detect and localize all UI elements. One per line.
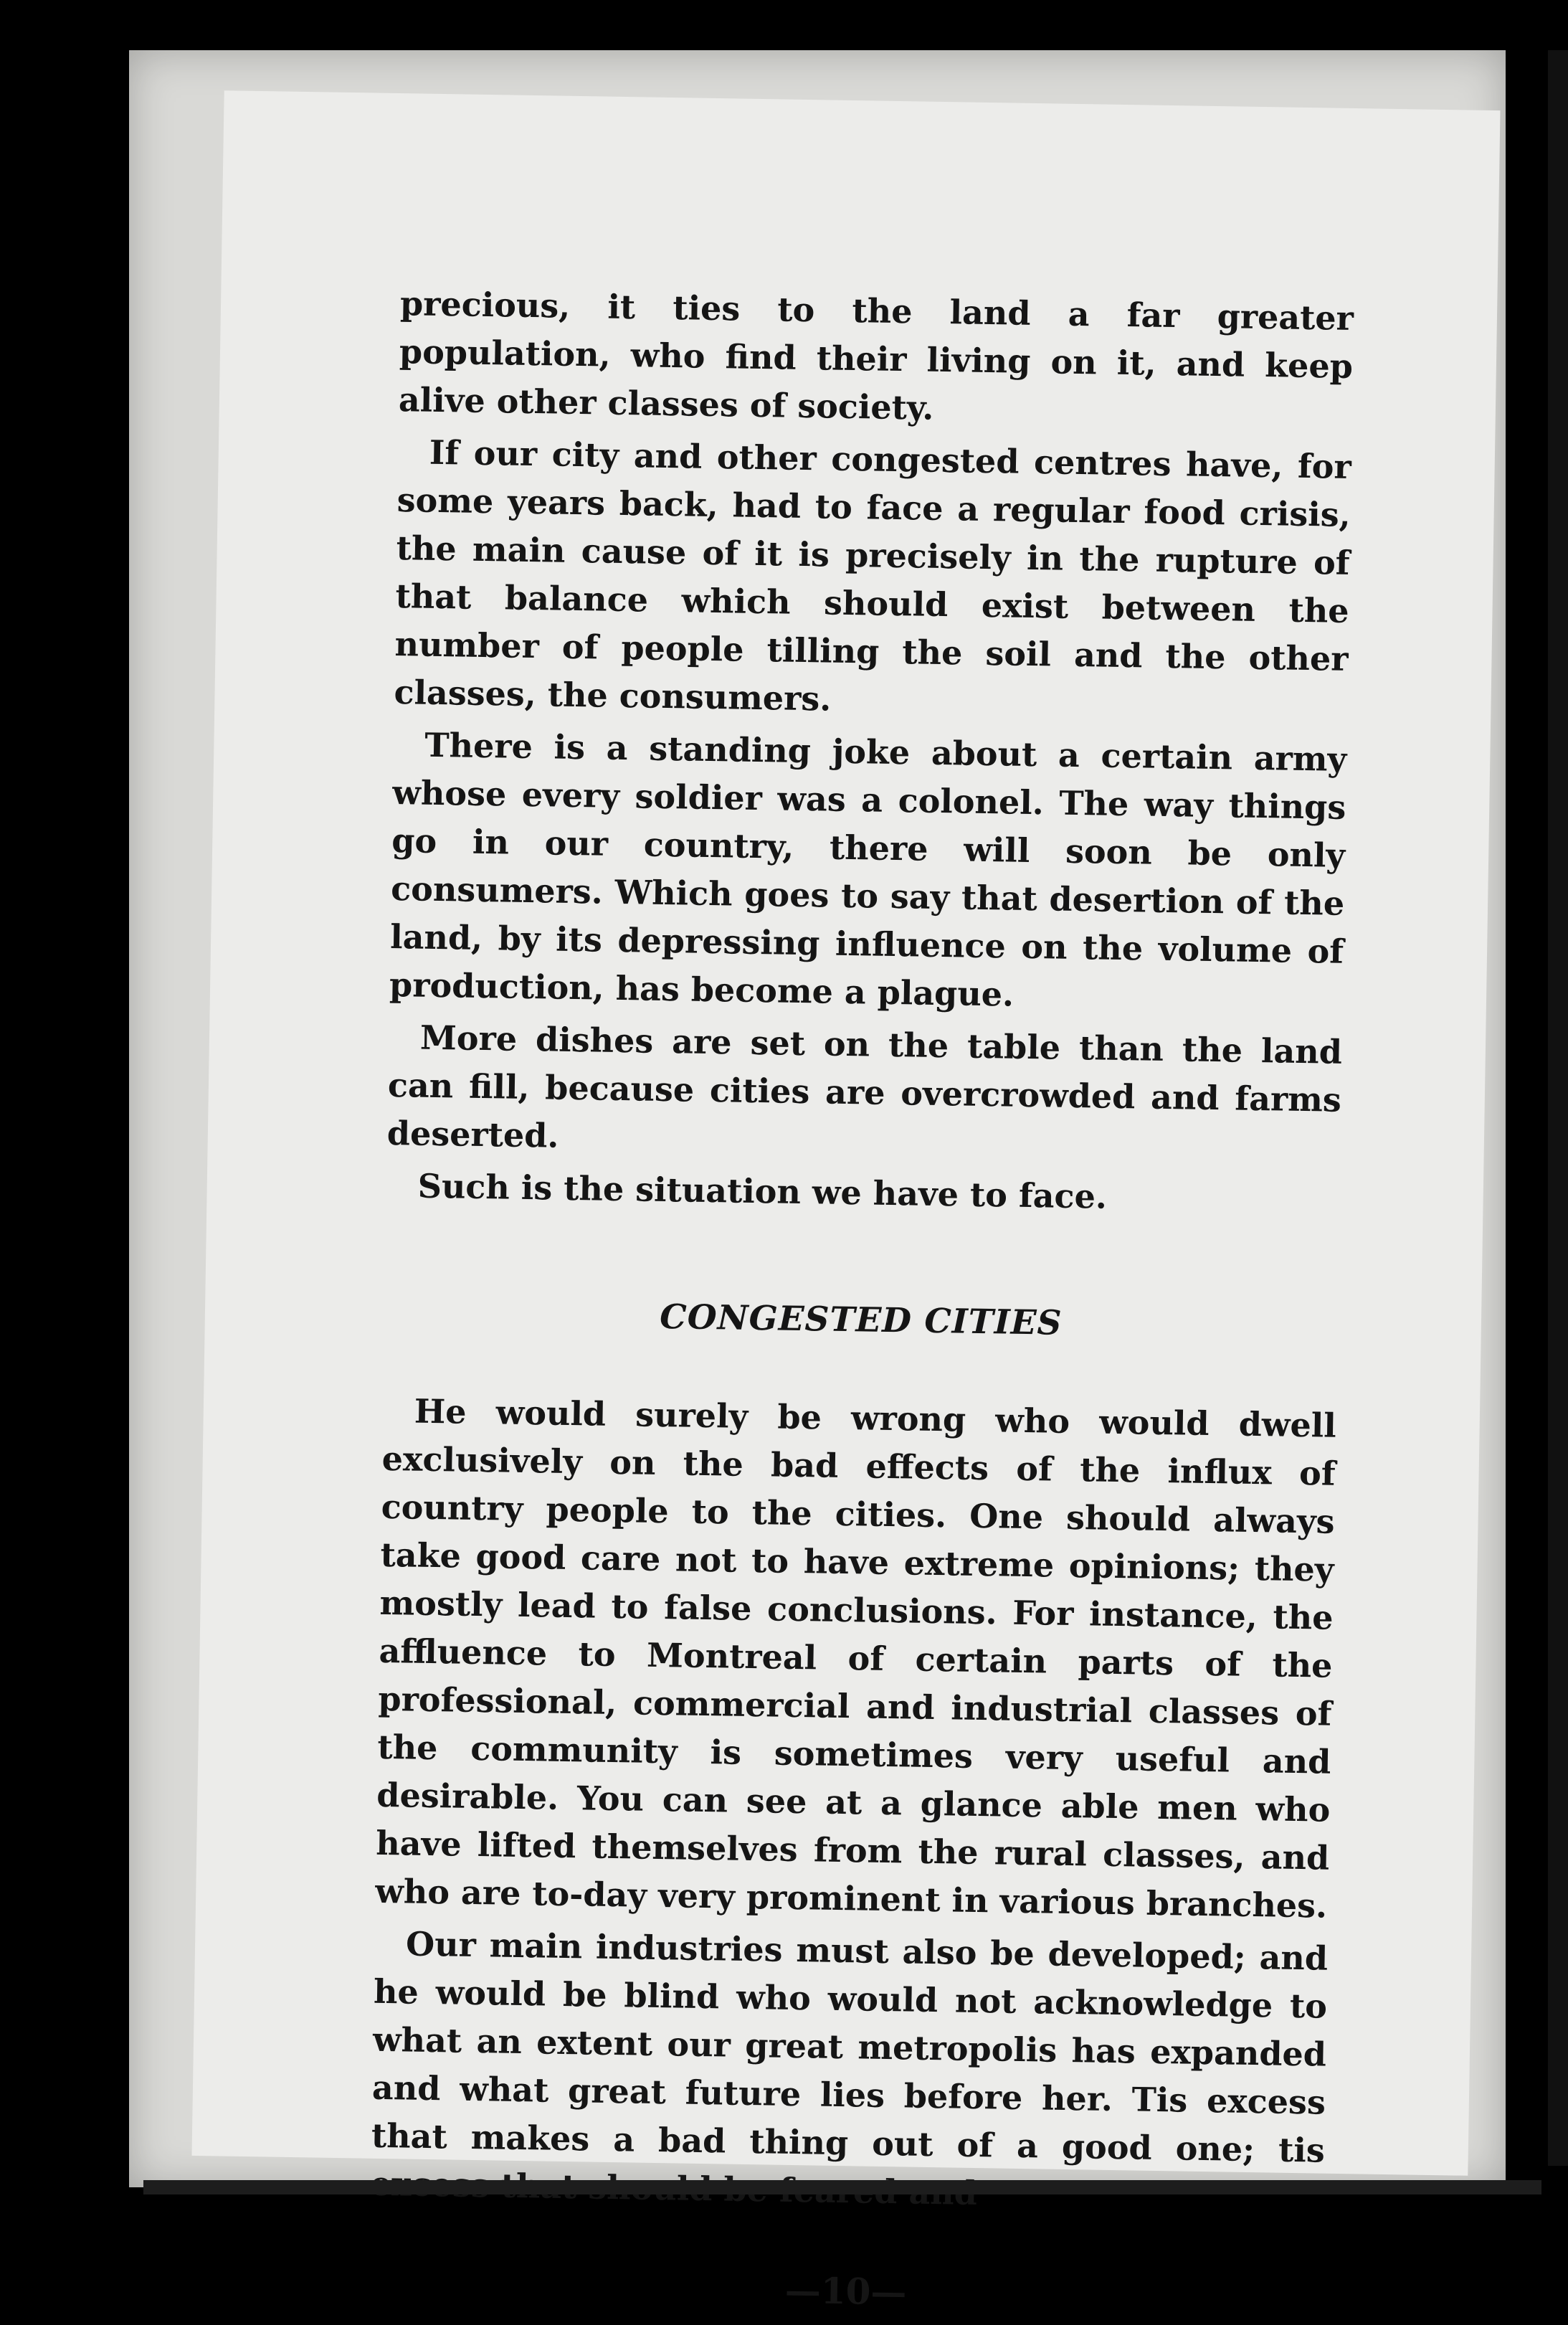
paragraph-4: More dishes are set on the table than the land can fill, because cities are overcrowded and farms deserted. bbox=[386, 1018, 1343, 1155]
scan-edge-bottom bbox=[143, 2180, 1541, 2194]
paragraph-1: precious, it ties to the land a far greater population, who find their living on it, and keep alive other classes of society. bbox=[398, 284, 1354, 427]
page-sheet bbox=[191, 90, 1500, 2314]
scan-edge-right bbox=[1548, 50, 1568, 2166]
paragraph-7: Our main industries must also be developed; and he would be blind who would not acknowledge to what an extent our great metropolis has expanded and what great future lies before her. Tis excess that makes a bad thing out of a good one; tis bbox=[371, 1924, 1329, 2170]
scanned-page bbox=[129, 50, 1506, 2314]
page-number: —10— bbox=[784, 2268, 907, 2314]
paragraph-2: If our city and other congested centres have, for some years back, had to face a regular food crisis, the main cause of it is precisely in the rupture of that balance which should exist between the number of people tilling the soil and the other classes, the consumers. bbox=[394, 432, 1352, 719]
paragraph-3: There is a standing joke about a certain army whose every soldier was a colonel. The way things go in our country, there will soon be only consumers. Which goes to say that desertion of the land, by its depressing influence on the volume of production, has become a plague. bbox=[389, 725, 1347, 1014]
text-body bbox=[369, 280, 1354, 2323]
paragraph-6: He would surely be wrong who would dwell exclusively on the bad effects of the influx of country people to the cities. One should always take good care not to have extreme opinions; they mostly lead to false conclusions. For instance, the affluence to Montreal of certain parts of the professional, commercial and industrial classes of the community is sometimes very useful and desirable. You can see at a glance able men who have lifted themselves from the rural classes, and who are to-day very prominent in various branches. bbox=[374, 1391, 1337, 1926]
section-heading: CONGESTED CITIES bbox=[659, 1297, 1063, 1343]
paragraph-5: Such is the situation we have to face. bbox=[417, 1166, 1108, 1216]
